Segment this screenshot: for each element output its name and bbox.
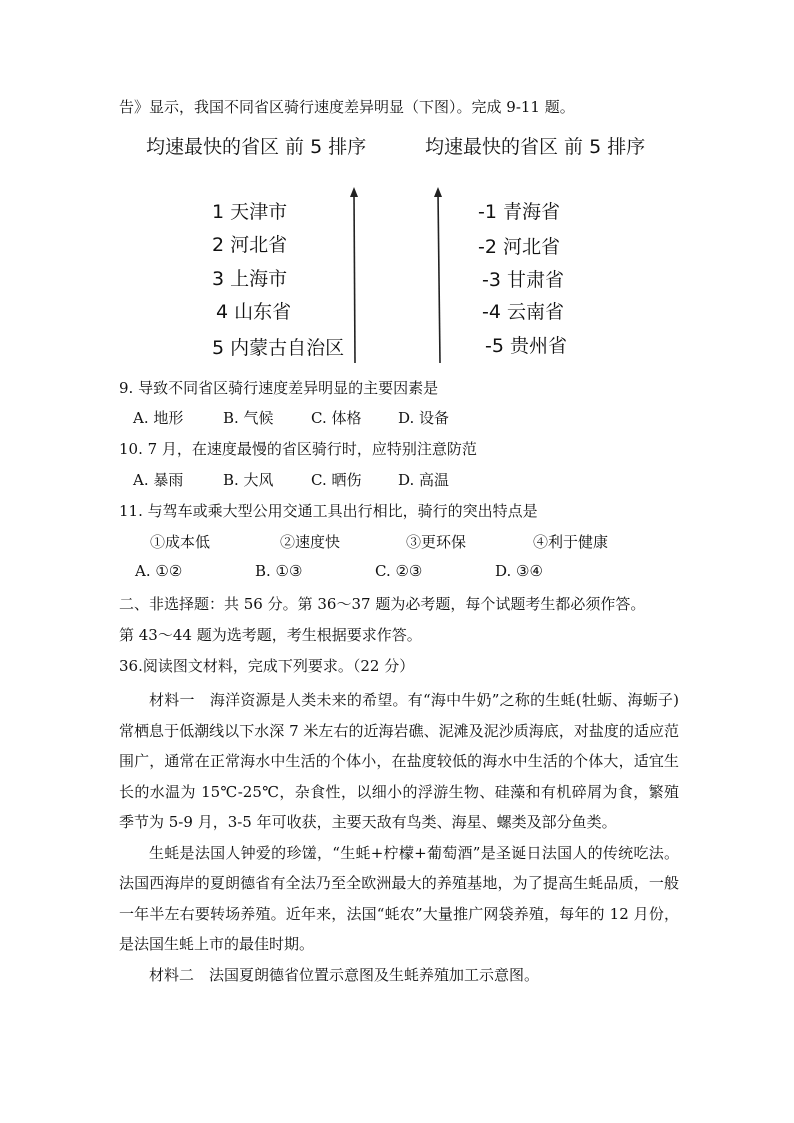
left-rank-item: 2 河北省 <box>212 234 288 256</box>
figure-left-title: 均速最快的省区 前 5 排序 <box>146 136 367 158</box>
left-rank-item: 3 上海市 <box>212 268 288 290</box>
left-arrow-icon <box>350 187 358 363</box>
right-rank-item: -2 河北省 <box>478 236 560 258</box>
q9-stem: 9. 导致不同省区骑行速度差异明显的主要因素是 <box>119 379 439 397</box>
q36-heading: 36.阅读图文材料，完成下列要求。（22 分） <box>119 657 415 675</box>
q9-option-c: C. 体格 <box>311 409 362 427</box>
section2-line2: 第 43～44 题为选考题，考生根据要求作答。 <box>119 626 422 644</box>
material1-paragraph: 材料一 海洋资源是人类未来的希望。有“海中牛奶”之称的生蚝(牡蛎、海蛎子)常栖息于低潮线以下水深 7 米左右的近海岩礁、泥滩及泥沙质海底，对盐度的适应范围广，通常在正常海水中生活的个体小，在盐度较低的海水中生活的个体大，适宜生长的水温为 15℃-25℃，杂食性，以细小的浮游生物、硅藻和有机碎屑为食，繁殖季节为 5-9 月，3-5 年可收获，主要天敌有鸟类、海星、螺类及部分鱼类。 <box>119 691 679 831</box>
q9-option-b: B. 气候 <box>223 409 274 427</box>
q36-material-body <box>119 685 679 990</box>
q11-option-a: A. ①② <box>135 562 183 580</box>
material1b-paragraph: 生蚝是法国人钟爱的珍馐，“生蚝+柠檬+葡萄酒”是圣诞日法国人的传统吃法。法国西海岸的夏朗德省有全法乃至全欧洲最大的养殖基地，为了提高生蚝品质，一般一年半左右要转场养殖。近年来，法国“蚝农”大量推广网袋养殖，每年的 12 月份，是法国生蚝上市的最佳时期。 <box>119 843 679 953</box>
q9-option-a: A. 地形 <box>133 409 184 427</box>
q10-stem: 10. 7 月，在速度最慢的省区骑行时，应特别注意防范 <box>119 440 477 458</box>
right-rank-item: -3 甘肃省 <box>482 269 564 291</box>
q10-option-b: B. 大风 <box>223 471 274 489</box>
q10-option-c: C. 晒伤 <box>311 471 362 489</box>
q11-option-c: C. ②③ <box>375 562 423 580</box>
q11-item: ④利于健康 <box>533 533 609 551</box>
q11-item: ②速度快 <box>280 533 341 551</box>
intro-text: 告》显示，我国不同省区骑行速度差异明显（下图）。完成 9-11 题。 <box>119 98 575 116</box>
q11-option-d: D. ③④ <box>495 562 543 580</box>
material2-paragraph: 材料二 法国夏朗德省位置示意图及生蚝养殖加工示意图。 <box>149 965 540 984</box>
left-rank-item: 4 山东省 <box>216 301 292 323</box>
left-rank-item: 1 天津市 <box>212 201 288 223</box>
right-rank-item: -1 青海省 <box>478 201 560 223</box>
q11-option-b: B. ①③ <box>255 562 303 580</box>
q11-stem: 11. 与驾车或乘大型公用交通工具出行相比，骑行的突出特点是 <box>119 502 538 520</box>
q11-item: ①成本低 <box>150 533 211 551</box>
figure-right-title: 均速最快的省区 前 5 排序 <box>425 136 646 158</box>
section2-line1: 二、非选择题：共 56 分。第 36～37 题为必考题，每个试题考生都必须作答。 <box>119 595 646 613</box>
left-rank-item: 5 内蒙古自治区 <box>212 337 345 359</box>
q11-item: ③更环保 <box>406 533 467 551</box>
right-rank-item: -5 贵州省 <box>485 335 567 357</box>
right-arrow-icon <box>434 187 442 363</box>
ranking-arrows <box>340 185 460 370</box>
right-rank-item: -4 云南省 <box>482 301 564 323</box>
q10-option-d: D. 高温 <box>398 471 450 489</box>
q10-option-a: A. 暴雨 <box>133 471 184 489</box>
q9-option-d: D. 设备 <box>398 409 450 427</box>
